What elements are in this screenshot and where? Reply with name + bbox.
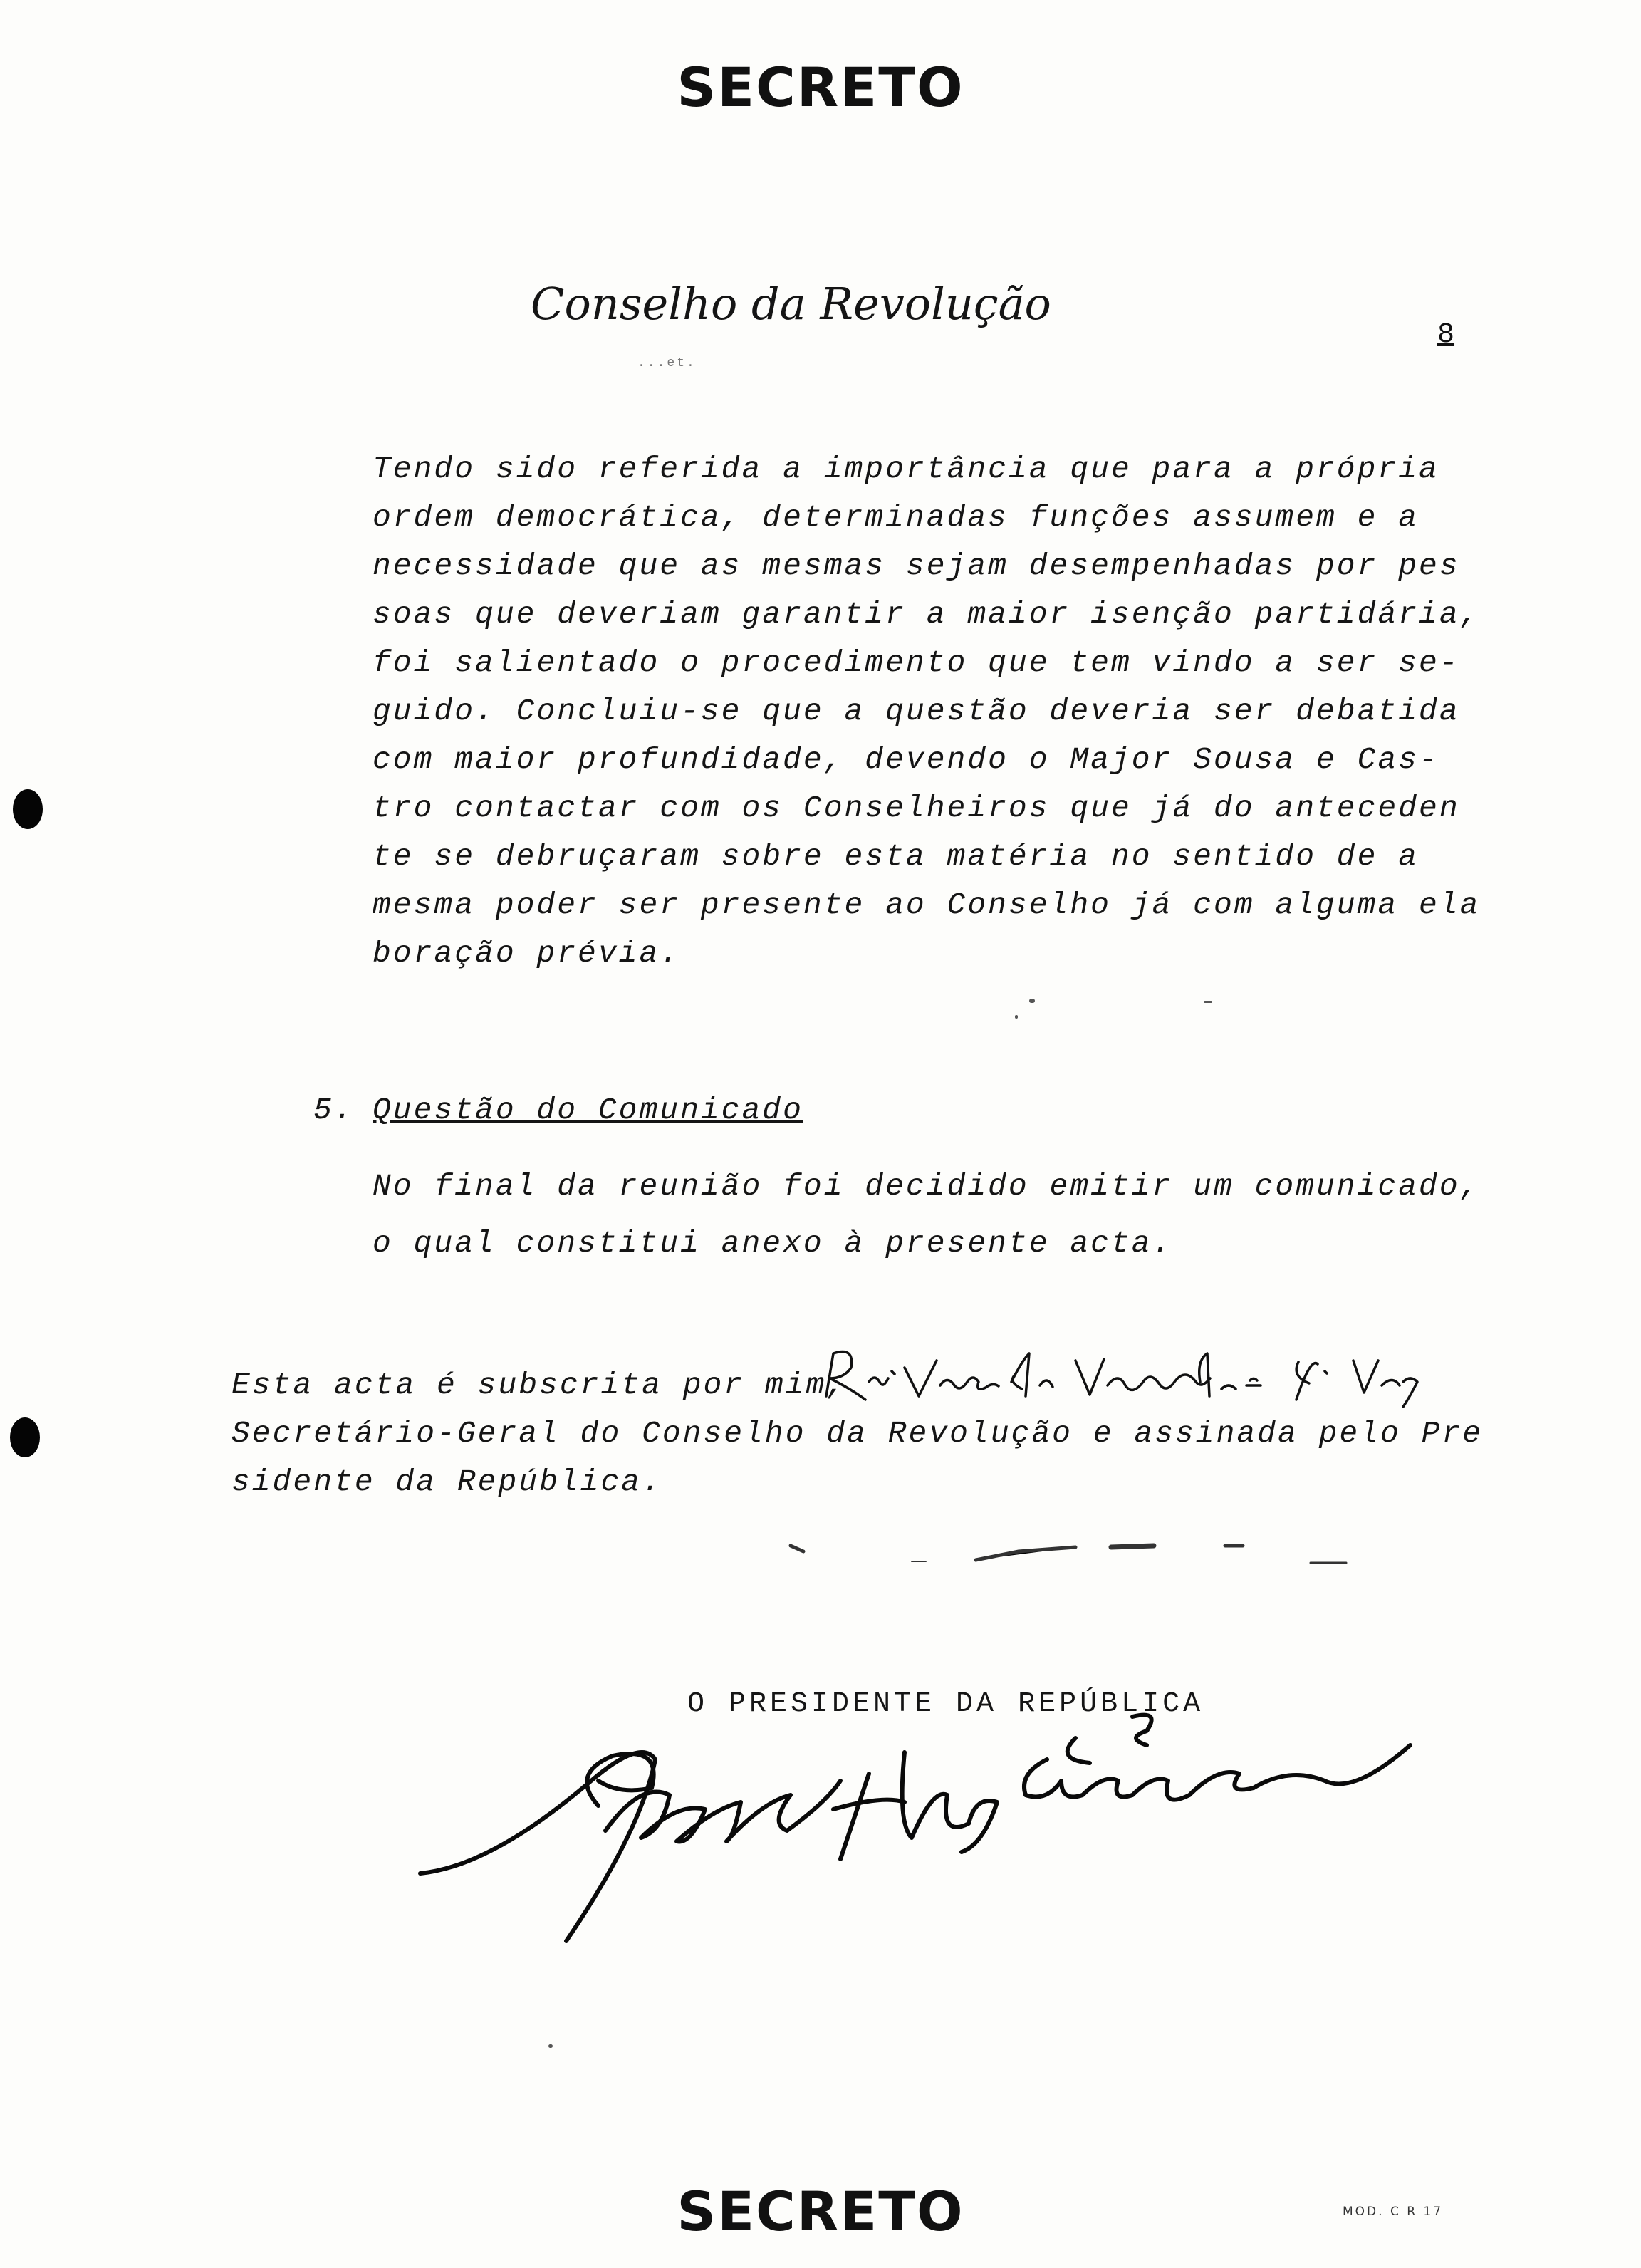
- closing-statement-start: Esta acta é subscrita por mim,: [231, 1368, 848, 1403]
- margin-speck: [548, 2044, 553, 2048]
- section-number: 5.: [313, 1093, 355, 1128]
- margin-speck: [1029, 999, 1035, 1003]
- redacted-dash-marks: [783, 1531, 1353, 1574]
- margin-speck: [1204, 1001, 1212, 1003]
- classification-stamp-bottom: SECRETO: [677, 2180, 964, 2243]
- form-code: MOD. C R 17: [1343, 2205, 1444, 2219]
- punch-hole-upper: [13, 789, 43, 829]
- secretary-signature: [812, 1339, 1439, 1418]
- punch-hole-lower: [10, 1418, 40, 1457]
- president-label: O PRESIDENTE DA REPÚBLICA: [687, 1688, 1204, 1720]
- classification-stamp-top: SECRETO: [677, 56, 964, 119]
- margin-speck: [1015, 1015, 1018, 1019]
- page-number: 8: [1437, 319, 1455, 351]
- letterhead-title: Conselho da Revolução: [531, 278, 1051, 330]
- closing-statement-rest: Secretário-Geral do Conselho da Revolução e assinada pelo Pre sidente da República.: [231, 1416, 1484, 1499]
- president-signature: [406, 1695, 1460, 1959]
- paragraph-nominations: Tendo sido referida a importância que para a própria ordem democrática, determinadas funções assumem e a necessidade que as mesmas sejam desempenhadas por pes soas que deveriam garantir a maior isenção partidária, foi salientado o procedimento que tem vindo a ser se- guido. Concluiu-se que a questão deveria ser debatida com maior profundidade, devendo o Major Sousa e Cas- tro contactar com os Conselheiros que já do anteceden te se debruçaram sobre esta matéria no sentido de a mesma poder ser presente ao Conselho já com alguma ela boração prévia.: [373, 452, 1481, 971]
- paragraph-communique: No final da reunião foi decidido emitir um comunicado, o qual constitui anexo à presente acta.: [373, 1169, 1481, 1261]
- section-title: Questão do Comunicado: [373, 1093, 803, 1128]
- letterhead-subscript: ...et.: [637, 356, 697, 370]
